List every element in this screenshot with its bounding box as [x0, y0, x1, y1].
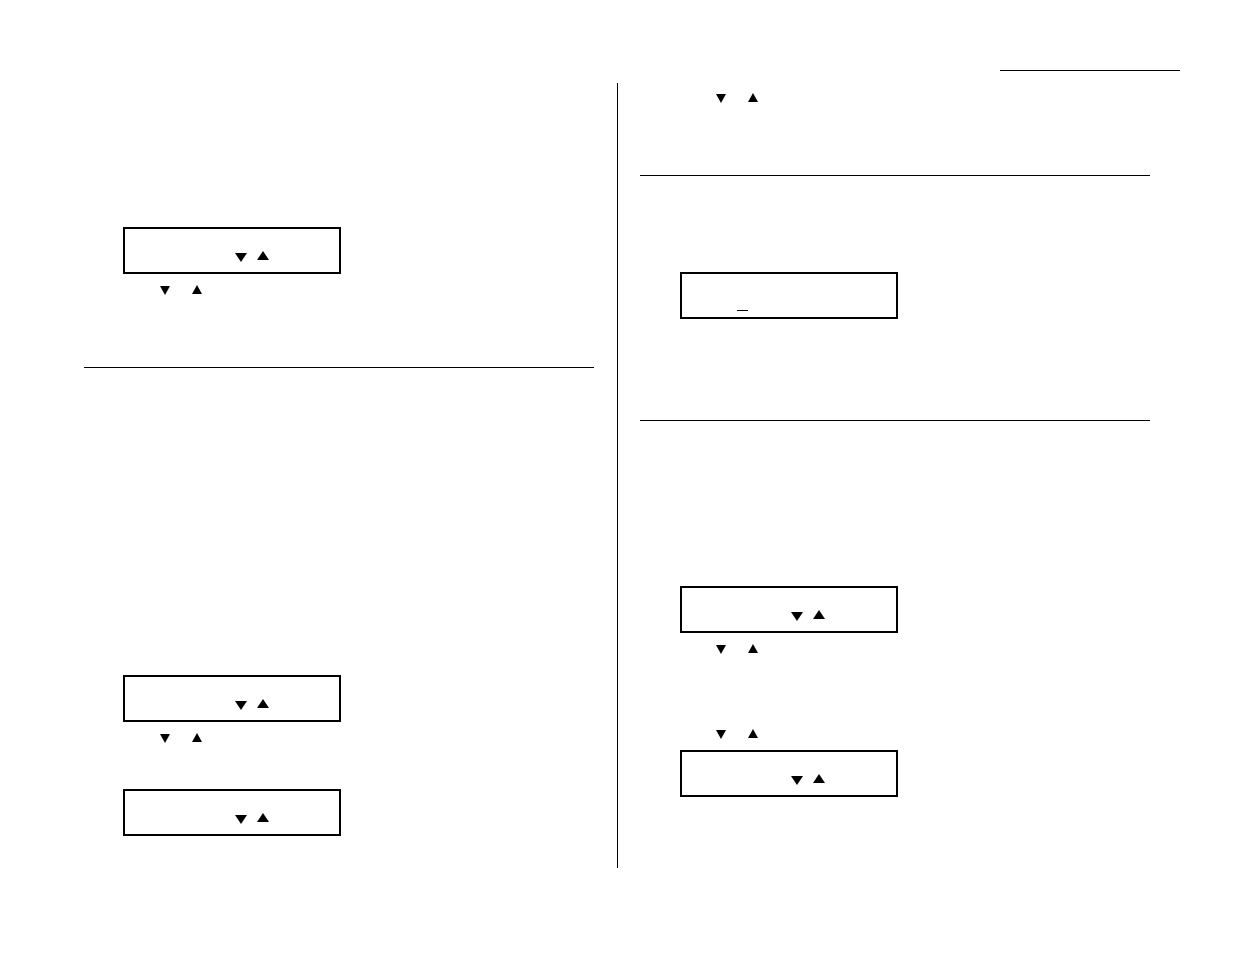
triangle-up-icon: [257, 699, 269, 708]
lcd-display-6: [680, 750, 898, 797]
lcd-display-4: [680, 272, 898, 319]
column-divider: [617, 83, 618, 868]
lcd-display-3: [123, 789, 341, 836]
triangle-up-icon: [813, 774, 825, 783]
header-rule: [1000, 70, 1180, 71]
triangle-up-icon: [813, 610, 825, 619]
triangle-down-icon: [235, 701, 247, 710]
triangle-down-icon: [791, 776, 803, 785]
triangle-up-icon: [748, 644, 758, 653]
triangle-up-icon: [257, 813, 269, 822]
section-rule-left: [84, 367, 594, 368]
triangle-up-icon: [748, 93, 758, 102]
lcd-display-1: [123, 227, 341, 274]
triangle-down-icon: [716, 730, 726, 739]
triangle-down-icon: [235, 253, 247, 262]
triangle-down-icon: [716, 645, 726, 654]
triangle-up-icon: [257, 251, 269, 260]
lcd-display-5: [680, 586, 898, 633]
triangle-down-icon: [160, 286, 170, 295]
triangle-down-icon: [160, 734, 170, 743]
triangle-up-icon: [192, 733, 202, 742]
underline-cursor-icon: [737, 310, 748, 311]
section-rule-right-2: [640, 420, 1150, 421]
triangle-down-icon: [716, 94, 726, 103]
triangle-up-icon: [748, 729, 758, 738]
triangle-up-icon: [192, 285, 202, 294]
section-rule-right-1: [640, 175, 1150, 176]
triangle-down-icon: [791, 612, 803, 621]
lcd-display-2: [123, 675, 341, 722]
triangle-down-icon: [235, 815, 247, 824]
